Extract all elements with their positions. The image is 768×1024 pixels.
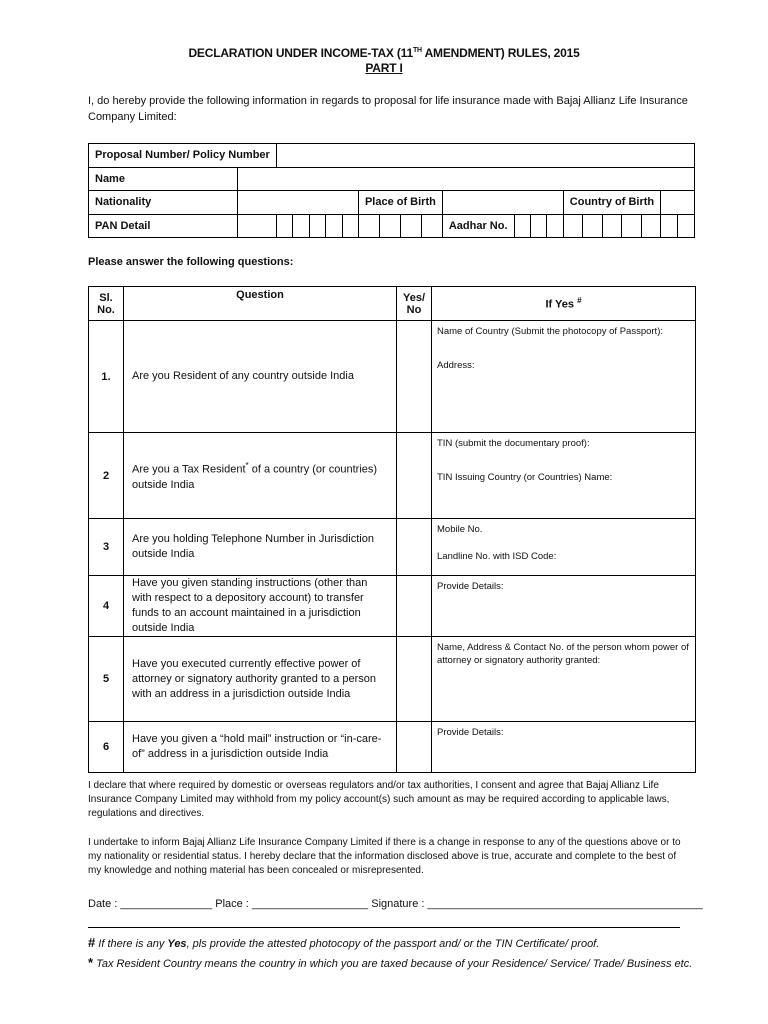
question-text: Have you given a “hold mail” instruction or “in-care-of” address in a jurisdiction outside India xyxy=(124,722,397,773)
row-number: 2 xyxy=(89,433,124,519)
country-of-birth-label: Country of Birth xyxy=(563,191,660,215)
if-yes-details[interactable] xyxy=(432,637,696,722)
aadhar-digit-box[interactable] xyxy=(530,214,546,238)
yes-no-field[interactable] xyxy=(397,637,432,722)
if-yes-details[interactable] xyxy=(432,576,696,637)
details-line: Name, Address & Contact No. of the person whom power of attorney or signatory authority granted: xyxy=(437,642,689,666)
footnote-yes: Yes xyxy=(167,938,187,950)
declaration-undertaking: I undertake to inform Bajaj Allianz Life Insurance Company Limited if there is a change in response to any of the questions above or to my nationality or residential status. I hereby declare that the information disclosed above is true, accurate and complete to the best of my knowledge and nothing material has been concealed or misrepresented. xyxy=(88,837,681,876)
applicant-info-table xyxy=(88,143,695,238)
footnote-star xyxy=(88,955,692,970)
header-question: Question xyxy=(124,287,397,321)
signature-line xyxy=(88,896,703,912)
pan-digit-box[interactable] xyxy=(309,214,325,238)
details-line: TIN (submit the documentary proof): xyxy=(437,438,590,449)
yes-no-field[interactable] xyxy=(397,722,432,773)
signature-field[interactable]: _____________________________________________ xyxy=(427,898,703,910)
declaration-consent: I declare that where required by domestic or overseas regulators and/or tax authorities, I consent and agree that Bajaj Allianz Life Insurance Company Limited may withhold from my policy account(s) such amount as may be required according to applicable laws, regulations and directives. xyxy=(88,780,670,819)
aadhar-digit-box[interactable] xyxy=(641,214,661,238)
date-field[interactable]: _______________ xyxy=(120,898,213,910)
yes-no-field[interactable] xyxy=(397,576,432,637)
aadhar-digit-box[interactable] xyxy=(661,214,678,238)
yes-no-field[interactable] xyxy=(397,321,432,433)
if-yes-details[interactable] xyxy=(432,519,696,576)
aadhar-digit-box[interactable] xyxy=(547,214,563,238)
yes-no-field[interactable] xyxy=(397,519,432,576)
document-title xyxy=(0,46,768,60)
question-text: Have you executed currently effective power of attorney or signatory authority granted to a person with an address in a jurisdiction outside India xyxy=(124,637,397,722)
details-line: Landline No. with ISD Code: xyxy=(437,551,557,562)
question-text: Are you Resident of any country outside India xyxy=(124,321,397,433)
divider xyxy=(88,927,680,928)
footnote-text: If there is any xyxy=(95,938,168,950)
footnote-text: Tax Resident Country means the country in which you are taxed because of your Residence/ Service/ Trade/ Business etc. xyxy=(93,958,693,970)
pan-digit-box[interactable] xyxy=(276,214,292,238)
name-label: Name xyxy=(89,167,238,191)
header-if-yes xyxy=(432,287,696,321)
pan-digit-box[interactable] xyxy=(400,214,421,238)
pan-digit-box[interactable] xyxy=(326,214,342,238)
details-line: TIN Issuing Country (or Countries) Name: xyxy=(437,472,613,483)
pan-digit-box[interactable] xyxy=(293,214,309,238)
table-row xyxy=(89,722,696,773)
question-text-part: of a country (or countries) outside India xyxy=(132,463,378,491)
intro-text: I, do hereby provide the following information in regards to proposal for life insurance made with Bajaj Allianz Life Insurance Company Limited: xyxy=(88,95,688,123)
footnote-hash xyxy=(88,935,599,950)
country-of-birth-field[interactable] xyxy=(661,191,695,215)
details-line: Provide Details: xyxy=(437,581,504,592)
row-number: 6 xyxy=(89,722,124,773)
place-label: Place : xyxy=(212,898,252,910)
place-of-birth-label: Place of Birth xyxy=(358,191,442,215)
questions-prompt: Please answer the following questions: xyxy=(88,256,294,268)
hash-mark: # xyxy=(88,935,96,950)
star-mark: * xyxy=(245,461,249,471)
table-row xyxy=(89,433,696,519)
place-of-birth-field[interactable] xyxy=(442,191,563,215)
nationality-field[interactable] xyxy=(238,191,359,215)
star-mark: * xyxy=(88,955,94,970)
pan-digit-box[interactable] xyxy=(358,214,379,238)
place-field[interactable]: ___________________ xyxy=(251,898,369,910)
details-line: Mobile No. xyxy=(437,524,483,535)
aadhar-digit-box[interactable] xyxy=(514,214,530,238)
question-text-part: Are you a Tax Resident xyxy=(132,463,246,476)
pan-digit-box[interactable] xyxy=(238,214,277,238)
pan-label: PAN Detail xyxy=(89,214,238,238)
table-row xyxy=(89,637,696,722)
yes-no-field[interactable] xyxy=(397,433,432,519)
row-number: 5 xyxy=(89,637,124,722)
table-row xyxy=(89,576,696,637)
pan-digit-box[interactable] xyxy=(379,214,400,238)
proposal-number-field[interactable] xyxy=(276,144,694,168)
footnote-text: , pls provide the attested photocopy of the passport and/ or the TIN Certificate/ proof. xyxy=(186,938,600,950)
question-text: Have you given standing instructions (other than with respect to a depository account) to transfer funds to an account maintained in a jurisdiction outside India xyxy=(124,576,397,637)
hash-mark: # xyxy=(577,296,582,306)
question-text: Are you holding Telephone Number in Jurisdiction outside India xyxy=(124,519,397,576)
proposal-number-label: Proposal Number/ Policy Number xyxy=(89,144,277,168)
questions-table xyxy=(88,286,696,773)
row-number: 3 xyxy=(89,519,124,576)
question-text xyxy=(124,433,397,519)
row-number: 1. xyxy=(89,321,124,433)
if-yes-details[interactable] xyxy=(432,321,696,433)
aadhar-digit-box[interactable] xyxy=(602,214,621,238)
aadhar-digit-box[interactable] xyxy=(583,214,602,238)
row-number: 4 xyxy=(89,576,124,637)
aadhar-digit-box[interactable] xyxy=(622,214,641,238)
title-superscript: TH xyxy=(412,47,422,54)
name-field[interactable] xyxy=(238,167,695,191)
if-yes-details[interactable] xyxy=(432,433,696,519)
details-line: Address: xyxy=(437,360,475,371)
details-line: Provide Details: xyxy=(437,727,504,738)
aadhar-label: Aadhar No. xyxy=(442,214,514,238)
pan-digit-box[interactable] xyxy=(421,214,442,238)
details-line: Name of Country (Submit the photocopy of Passport): xyxy=(437,326,663,337)
table-row xyxy=(89,519,696,576)
header-sl-no: Sl. No. xyxy=(89,287,124,321)
signature-label: Signature : xyxy=(368,898,428,910)
aadhar-digit-box[interactable] xyxy=(563,214,582,238)
nationality-label: Nationality xyxy=(89,191,238,215)
if-yes-label: If Yes xyxy=(545,298,575,311)
header-yes-no: Yes/ No xyxy=(397,287,432,321)
if-yes-details[interactable] xyxy=(432,722,696,773)
part-heading: PART I xyxy=(365,61,403,75)
aadhar-digit-box[interactable] xyxy=(678,214,695,238)
pan-digit-box[interactable] xyxy=(342,214,358,238)
table-row xyxy=(89,321,696,433)
title-text-suffix: AMENDMENT) RULES, 2015 xyxy=(421,46,580,60)
date-label: Date : xyxy=(88,898,121,910)
title-text: DECLARATION UNDER INCOME-TAX (11 xyxy=(188,46,413,60)
